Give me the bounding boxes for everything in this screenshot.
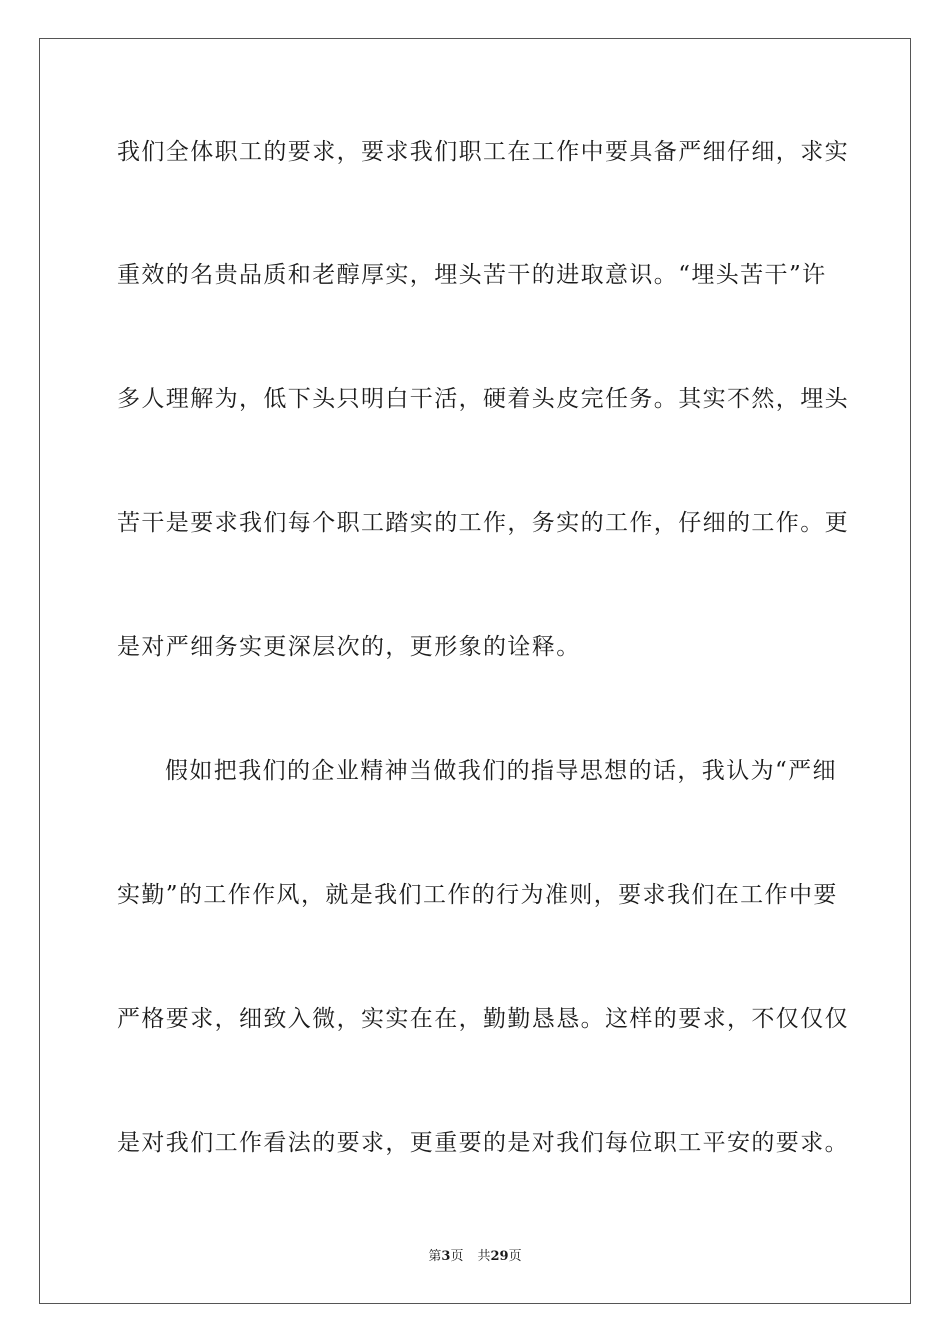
paragraph-2-line-4: 是对我们工作看法的要求，更重要的是对我们每位职工平安的要求。	[117, 1130, 849, 1156]
paragraph-1-line-4: 苦干是要求我们每个职工踏实的工作，务实的工作，仔细的工作。更	[117, 510, 849, 536]
footer-total-prefix: 共	[477, 1249, 491, 1264]
paragraph-1-line-3: 多人理解为，低下头只明白干活，硬着头皮完任务。其实不然，埋头	[117, 386, 849, 412]
footer-total-pages: 29	[490, 1249, 509, 1264]
footer-page-suffix: 页	[450, 1249, 464, 1264]
page-border	[39, 38, 911, 1304]
paragraph-2-line-2: 实勤”的工作作风，就是我们工作的行为准则，要求我们在工作中要	[117, 882, 838, 908]
footer-page-prefix: 第	[428, 1249, 442, 1264]
page-footer	[0, 1248, 950, 1266]
paragraph-1-line-2: 重效的名贵品质和老醇厚实，埋头苦干的进取意识。“埋头苦干”许	[117, 262, 827, 288]
paragraph-2-line-1: 假如把我们的企业精神当做我们的指导思想的话，我认为“严细	[165, 758, 837, 784]
paragraph-1-line-5: 是对严细务实更深层次的，更形象的诠释。	[117, 634, 581, 660]
footer-total-suffix: 页	[508, 1249, 522, 1264]
paragraph-1-line-1: 我们全体职工的要求，要求我们职工在工作中要具备严细仔细，求实	[117, 139, 849, 165]
paragraph-2-line-3: 严格要求，细致入微，实实在在，勤勤恳恳。这样的要求，不仅仅仅	[117, 1006, 849, 1032]
footer-page-number: 3	[441, 1249, 451, 1264]
